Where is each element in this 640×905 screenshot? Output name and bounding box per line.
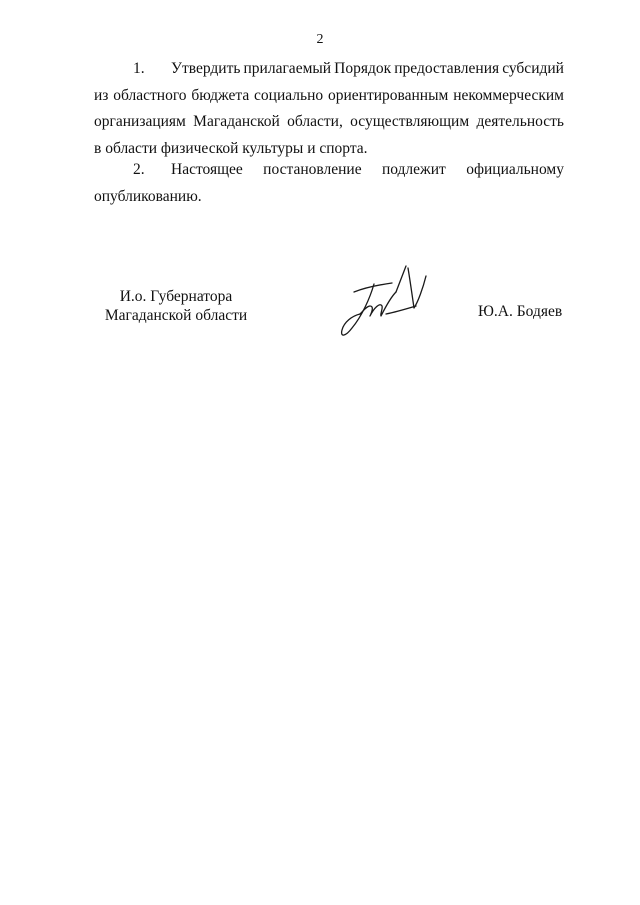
signatory-name: Ю.А. Бодяев bbox=[478, 303, 563, 320]
word: осуществляющим bbox=[350, 113, 470, 130]
paragraph-2-line-2: опубликованию. bbox=[94, 187, 202, 205]
paragraph-1-number: 1. Утвердить bbox=[133, 60, 241, 77]
word: официальному bbox=[466, 161, 564, 178]
paragraph-2-line-1 bbox=[94, 157, 564, 184]
word: областного bbox=[113, 86, 187, 104]
word: бюджета bbox=[191, 86, 250, 104]
paragraph-1-line-4: в области физической культуры и спорта. bbox=[94, 139, 368, 157]
handwritten-signature bbox=[334, 262, 434, 344]
word: из bbox=[94, 86, 109, 104]
signatory-title-line-1: И.о. Губернатора bbox=[119, 288, 233, 305]
signatory-title bbox=[96, 287, 256, 325]
word: Магаданской bbox=[193, 113, 280, 130]
word: организациям bbox=[94, 113, 186, 130]
word: ориентированным bbox=[327, 86, 449, 104]
paragraph-1-line-3 bbox=[94, 109, 564, 136]
paragraph-1 bbox=[94, 56, 564, 162]
word: Порядок bbox=[334, 60, 392, 77]
word: субсидий bbox=[502, 60, 564, 77]
word: некоммерческим bbox=[453, 86, 564, 104]
paragraph-1-line-2 bbox=[94, 83, 564, 110]
word: предоставления bbox=[394, 60, 500, 77]
word: области, bbox=[287, 113, 343, 130]
page-number: 2 bbox=[316, 32, 324, 47]
word: социально bbox=[254, 86, 324, 104]
word: подлежит bbox=[381, 161, 446, 178]
word: постановление bbox=[263, 161, 362, 178]
word: прилагаемый bbox=[243, 60, 332, 77]
paragraph-1-line-1 bbox=[94, 56, 564, 83]
signatory-title-line-2: Магаданской области bbox=[104, 307, 248, 324]
word: деятельность bbox=[476, 113, 564, 130]
paragraph-2 bbox=[94, 157, 564, 210]
paragraph-2-number: 2. Настоящее bbox=[133, 161, 243, 178]
